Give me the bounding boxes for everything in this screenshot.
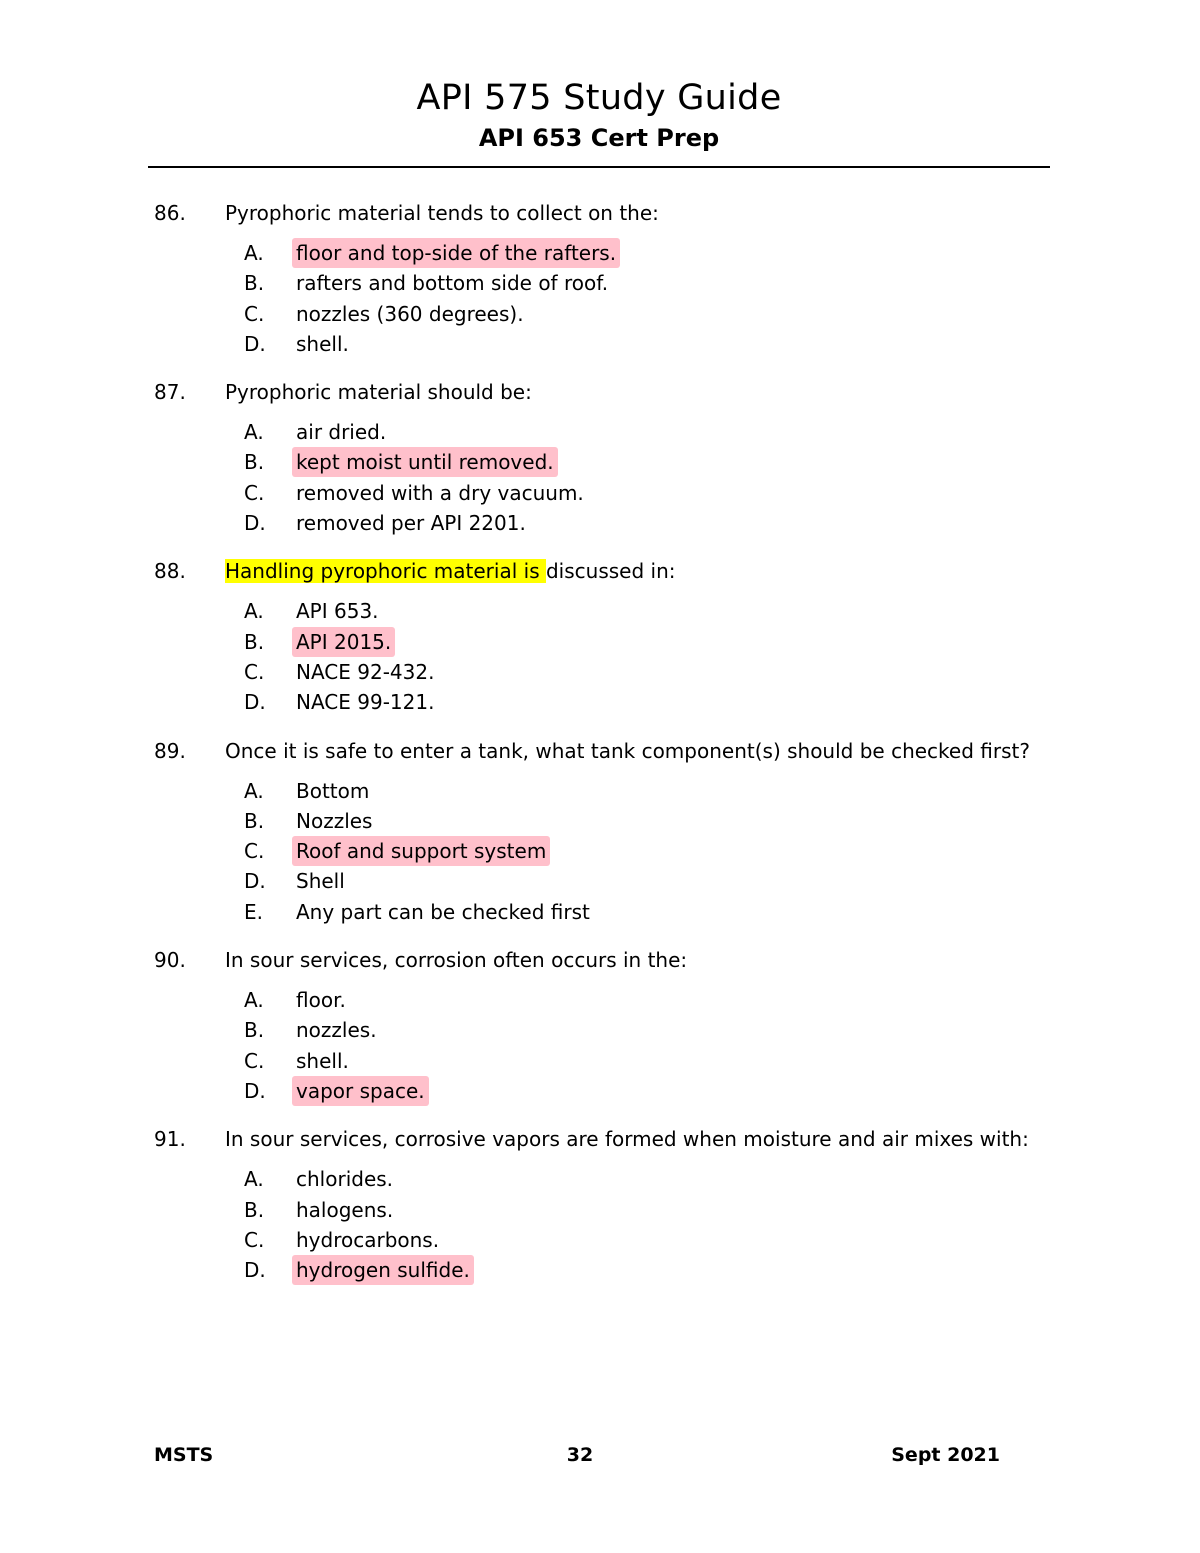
answer-option-text: shell. [296,1048,349,1073]
question-number: 91. [154,1127,186,1152]
answer-option-letter: A. [244,420,264,445]
answer-option-letter: C. [244,1227,265,1252]
correct-answer-text: hydrogen sulfide. [292,1255,474,1285]
question-line [0,1124,1200,1154]
answer-options [0,238,1200,359]
answer-option-letter: A. [244,1167,264,1192]
answer-option-text: nozzles (360 degrees). [296,301,524,326]
answer-option [0,447,1200,477]
answer-option-letter: D. [244,869,266,894]
question-number: 89. [154,738,186,763]
answer-options [0,596,1200,717]
answer-option-letter: C. [244,480,265,505]
answer-option-text: nozzles. [296,1018,377,1043]
answer-option-text: NACE 99-121. [296,690,435,715]
answer-option-letter: C. [244,1048,265,1073]
answer-option [0,417,1200,447]
answer-option [0,268,1200,298]
question-text [225,736,1030,766]
question-text [225,198,659,228]
answer-option [0,238,1200,268]
answer-option-letter: D. [244,331,266,356]
question-text-body: Pyrophoric material tends to collect on the: [225,201,659,225]
answer-option-letter: E. [244,899,263,924]
answer-option-text: floor. [296,988,346,1013]
answer-option-letter: B. [244,271,265,296]
answer-option-letter: D. [244,1258,266,1283]
answer-option-text: shell. [296,331,349,356]
question-item [0,556,1200,717]
answer-option-letter: C. [244,301,265,326]
answer-option-letter: B. [244,450,265,475]
answer-option-letter: C. [244,839,265,864]
answer-option-text: Nozzles [296,808,373,833]
answer-option [0,657,1200,687]
answer-option-text: halogens. [296,1197,394,1222]
question-item [0,736,1200,927]
correct-answer-text: API 2015. [292,627,395,657]
answer-option [0,478,1200,508]
answer-option [0,1225,1200,1255]
answer-option-letter: B. [244,808,265,833]
answer-option [0,985,1200,1015]
question-text-body: Once it is safe to enter a tank, what tank component(s) should be checked first? [225,738,1030,763]
question-text [225,1124,1029,1154]
answer-option [0,627,1200,657]
answer-option-letter: B. [244,1197,265,1222]
question-number: 90. [154,948,186,973]
answer-option-text: API 653. [296,599,379,624]
answer-option-letter: A. [244,599,264,624]
answer-option-text: removed per API 2201. [296,511,526,536]
question-text [225,945,687,975]
question-line [0,945,1200,975]
answer-options [0,985,1200,1106]
question-number: 87. [154,380,186,405]
footer-date: Sept 2021 [891,1444,1000,1466]
question-list [0,198,1200,1303]
answer-option [0,1195,1200,1225]
answer-options [0,776,1200,927]
answer-option-letter: A. [244,778,264,803]
answer-option-letter: B. [244,629,265,654]
answer-option [0,299,1200,329]
question-line [0,198,1200,228]
answer-options [0,1164,1200,1285]
answer-option [0,806,1200,836]
answer-option [0,329,1200,359]
correct-answer-text: vapor space. [292,1076,429,1106]
answer-option-text: air dried. [296,420,387,445]
question-text-body: Pyrophoric material should be: [225,380,532,405]
question-text-body: discussed in: [545,559,676,584]
header-divider [148,166,1050,168]
question-text-body: In sour services, corrosion often occurs in the: [225,948,688,973]
answer-option-text: Shell [296,869,345,894]
question-number: 86. [154,201,186,225]
question-item [0,945,1200,1106]
correct-answer-text: floor and top-side of the rafters. [292,238,620,268]
answer-option [0,836,1200,866]
answer-option [0,1076,1200,1106]
answer-option-letter: D. [244,511,266,536]
answer-option-text: chlorides. [296,1167,394,1192]
correct-answer-text: kept moist until removed. [292,447,558,477]
answer-option-letter: D. [244,1078,266,1103]
answer-option [0,866,1200,896]
answer-option [0,1046,1200,1076]
question-text-highlight: Handling pyrophoric material is [225,559,546,584]
footer-organization: MSTS [154,1444,214,1466]
question-line [0,377,1200,407]
answer-option-letter: D. [244,690,266,715]
page-title: API 575 Study Guide [416,78,782,118]
question-text-body: In sour services, corrosive vapors are formed when moisture and air mixes with: [225,1127,1029,1152]
question-line [0,556,1200,586]
answer-option-text: removed with a dry vacuum. [296,480,584,505]
question-line [0,736,1200,766]
question-text [225,556,675,586]
answer-option-text: hydrocarbons. [296,1227,440,1252]
answer-option [0,1015,1200,1045]
answer-option [0,687,1200,717]
question-item [0,1124,1200,1285]
answer-option-letter: C. [244,659,265,684]
answer-option-text: rafters and bottom side of roof. [296,271,609,296]
page-subtitle: API 653 Cert Prep [478,124,720,152]
page-header [148,76,1050,154]
answer-options [0,417,1200,538]
answer-option-text: NACE 92-432. [296,659,435,684]
answer-option [0,1164,1200,1194]
footer-page-number: 32 [566,1444,594,1466]
correct-answer-text: Roof and support system [292,836,550,866]
question-text [225,377,532,407]
answer-option [0,897,1200,927]
answer-option-text: Any part can be checked first [296,899,590,924]
answer-option [0,776,1200,806]
question-item [0,377,1200,538]
answer-option [0,596,1200,626]
answer-option [0,508,1200,538]
question-item [0,198,1200,359]
question-number: 88. [154,559,186,584]
answer-option-letter: A. [244,241,264,265]
answer-option-text: Bottom [296,778,370,803]
answer-option-letter: A. [244,988,264,1013]
answer-option-letter: B. [244,1018,265,1043]
answer-option [0,1255,1200,1285]
